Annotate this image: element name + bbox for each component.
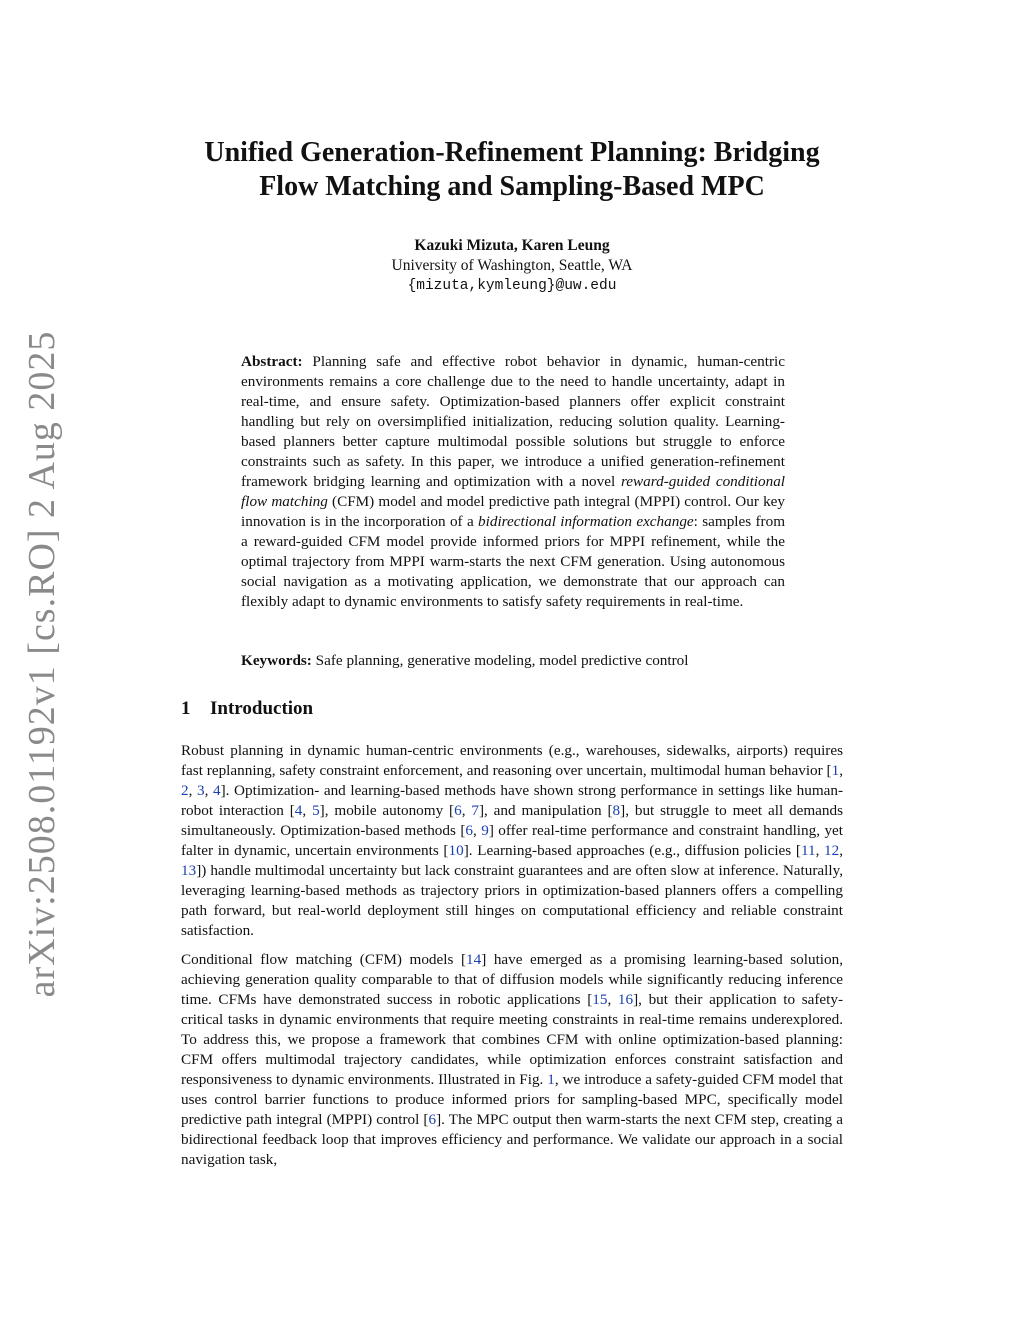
arxiv-identifier: arXiv:2508.01192v1 [cs.RO] 2 Aug 2025 — [21, 330, 63, 998]
affiliation: University of Washington, Seattle, WA — [391, 257, 633, 274]
section-number: 1 — [181, 698, 191, 719]
citation-link[interactable]: 3 — [197, 782, 205, 799]
citation-link[interactable]: 10 — [448, 842, 464, 859]
author-block — [150, 236, 874, 296]
para-text: Conditional flow matching (CFM) models [ — [181, 951, 467, 968]
abstract-emphasis-1: reward-guided conditional flow matching — [241, 473, 786, 510]
figure-link[interactable]: 1 — [547, 1071, 555, 1088]
para-text: ]) handle multimodal uncertainty but lack constraint guarantees and are often slow at inference. Naturally, leveraging learning-based methods as trajectory priors in optimization-based planners offers a compelling path forward, but real-world deployment still hinges on computational efficiency and reliable constraint satisfaction. — [181, 862, 843, 939]
para-text: ]. Learning-based approaches (e.g., diffusion policies [ — [463, 842, 801, 859]
citation-link[interactable]: 12 — [824, 842, 840, 859]
para-text: ] have emerged as a promising learning-based solution, achieving generation quality comparable to that of diffusion models while significantly reducing inference time. CFMs have demonstrated success in robotic applications [ — [181, 951, 843, 1008]
para-text: ] offer real-time performance and constraint handling, yet falter in dynamic, uncertain environments [ — [181, 822, 844, 859]
citation-link[interactable]: 14 — [466, 951, 482, 968]
citation-link[interactable]: 7 — [471, 802, 479, 819]
citation-link[interactable]: 15 — [592, 991, 608, 1008]
citation-link[interactable]: 2 — [181, 782, 189, 799]
citation-link[interactable]: 4 — [294, 802, 303, 819]
para-text: , we introduce a safety-guided CFM model that uses control barrier functions to produce informed priors for sampling-based MPC, specifically model predictive path integral (MPPI) control [ — [181, 1071, 843, 1128]
citation-link[interactable]: 6 — [454, 802, 462, 819]
citation-link[interactable]: 1 — [831, 762, 840, 779]
para-text: ], but struggle to meet all demands simultaneously. Optimization-based methods [ — [181, 802, 844, 839]
title-line-2: Flow Matching and Sampling-Based MPC — [259, 171, 765, 202]
intro-paragraph-1: Robust planning in dynamic human-centric environments (e.g., warehouses, sidewalks, airports) requires fast replanning, safety constraint enforcement, and reasoning over uncertain, multimodal human behavior [1, 2, 3, 4]. Optimization- and learning-based methods have shown strong performance in settings like human-robot interaction [4, 5], mobile autonomy [6, 7], and manipulation [8], but struggle to meet all demands simultaneously. Optimization-based methods [6, 9] offer real-time performance and constraint handling, yet falter in dynamic, uncertain environments [10]. Learning-based approaches (e.g., diffusion policies [11, 12, 13]) handle multimodal uncertainty but lack constraint guarantees and are often slow at inference. Naturally, leveraging learning-based methods as trajectory priors in optimization-based planners offers a compelling path forward, but real-world deployment still hinges on computational efficiency and reliable constraint satisfaction. — [181, 742, 844, 939]
paper-title — [150, 136, 874, 204]
para-text: ], mobile autonomy [ — [319, 802, 455, 819]
keywords-label: Keywords: — [241, 652, 312, 669]
author-names: Kazuki Mizuta, Karen Leung — [414, 237, 610, 254]
keywords-text: Safe planning, generative modeling, model predictive control — [315, 652, 689, 669]
citation-link[interactable]: 8 — [612, 802, 621, 819]
para-text: ], but their application to safety-critical tasks in dynamic environments that require meeting constraints in real-time remains underexplored. To address this, we propose a framework that combines CFM with online optimization-based planning: CFM offers multimodal trajectory candidates, while optimization enforces constraint satisfaction and responsiveness to dynamic environments. Illustrated in Fig. — [181, 991, 844, 1088]
abstract-label: Abstract: — [241, 353, 303, 370]
para-text: ], and manipulation [ — [478, 802, 613, 819]
section-heading-introduction — [181, 697, 843, 721]
abstract-text-1: Planning safe and effective robot behavior in dynamic, human-centric environments remains a core challenge due to the need to handle uncertainty, adapt in real-time, and ensure safety. Optimization-based planners offer explicit constraint handling but rely on oversimplified initialization, reducing solution quality. Learning-based planners better capture multimodal possible solutions but struggle to enforce constraints such as safety. In this paper, we introduce a unified generation-refinement framework bridging learning and optimization with a novel — [241, 353, 785, 490]
citation-link[interactable]: 6 — [465, 822, 473, 839]
intro-paragraph-2: Conditional flow matching (CFM) models [14] have emerged as a promising learning-based solution, achieving generation quality comparable to that of diffusion models while significantly reducing inference time. CFMs have demonstrated success in robotic applications [15, 16], but their application to safety-critical tasks in dynamic environments that require meeting constraints in real-time remains underexplored. To address this, we propose a framework that combines CFM with online optimization-based planning: CFM offers multimodal trajectory candidates, while optimization enforces constraint satisfaction and responsiveness to dynamic environments. Illustrated in Fig. 1, we introduce a safety-guided CFM model that uses control barrier functions to produce informed priors for sampling-based MPC, specifically model predictive path integral (MPPI) control [6]. The MPC output then warm-starts the next CFM step, creating a bidirectional feedback loop that improves efficiency and performance. We validate our approach in a social navigation task, — [181, 951, 844, 1168]
abstract-emphasis-2: bidirectional information exchange — [478, 513, 694, 530]
abstract-text-3: : samples from a reward-guided CFM model provide informed priors for MPPI refinement, while the optimal trajectory from MPPI warm-starts the next CFM generation. Using autonomous social navigation as a motivating application, we demonstrate that our approach can flexibly adapt to dynamic environments to satisfy safety requirements in real-time. — [241, 513, 786, 610]
citation-link[interactable]: 9 — [481, 822, 489, 839]
citation-link[interactable]: 6 — [428, 1111, 437, 1128]
citation-link[interactable]: 13 — [181, 862, 197, 879]
arxiv-side-stamp — [0, 0, 80, 1325]
citation-link[interactable]: 11 — [800, 842, 816, 859]
abstract-text-2: (CFM) model and model predictive path integral (MPPI) control. Our key innovation is in the incorporation of a — [241, 493, 786, 530]
citation-link[interactable]: 4 — [213, 782, 221, 799]
section-title: Introduction — [210, 698, 314, 719]
title-line-1: Unified Generation-Refinement Planning: Bridging — [204, 137, 820, 168]
author-email: {mizuta,kymleung}@uw.edu — [407, 278, 617, 294]
para-text: ]. Optimization- and learning-based methods have shown strong performance in settings like human-robot interaction [ — [181, 782, 844, 819]
citation-link[interactable]: 16 — [617, 991, 634, 1008]
citation-link[interactable]: 5 — [312, 802, 320, 819]
para-text: Robust planning in dynamic human-centric environments (e.g., warehouses, sidewalks, airports) requires fast replanning, safety constraint enforcement, and reasoning over uncertain, multimodal human behavior [ — [181, 742, 843, 779]
keywords — [241, 651, 785, 671]
abstract — [241, 352, 785, 612]
para-text: ]. The MPC output then warm-starts the next CFM step, creating a bidirectional feedback loop that improves efficiency and performance. We validate our approach in a social navigation task, — [181, 1111, 844, 1168]
